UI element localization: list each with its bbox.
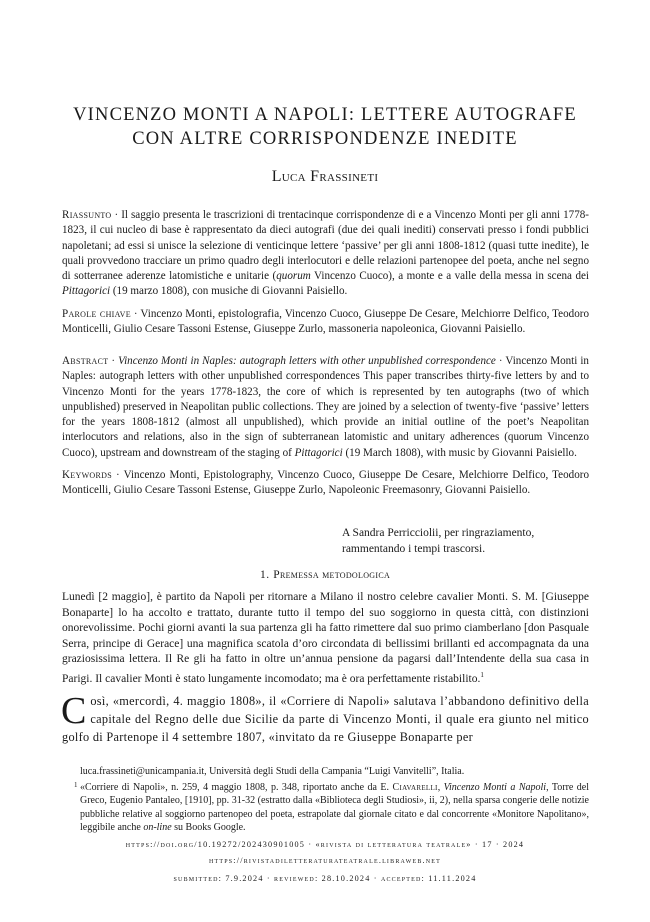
footnote-text-d: su Books Google. [171, 822, 246, 834]
dedication-line-2: rammentando i tempi trascorsi. [342, 542, 486, 555]
title-line-2: CON ALTRE CORRISPONDENZE INEDITE [132, 129, 518, 149]
riassunto-text-3: (19 marzo 1808), con musiche di Giovanni Paisiello. [110, 285, 348, 298]
title-line-1: VINCENZO MONTI A NAPOLI: LETTERE AUTOGRAFE [73, 105, 577, 125]
footnote-online: on-line [143, 822, 172, 834]
parole-chiave-text: · Vincenzo Monti, epistolografia, Vincenzo Cuoco, Giuseppe De Cesare, Melchiorre Delfico, Teodoro Monticelli, Giulio Cesare Tassoni Estense, Giuseppe Zurlo, massoneria napoleonica, Giovanni Paisiello. [62, 308, 589, 336]
abstract-sep: · [108, 355, 119, 367]
footnote-author: Ciavarelli [392, 782, 438, 793]
riassunto-label: Riassunto [62, 209, 112, 221]
keywords-label: Keywords [62, 469, 112, 481]
body-paragraph [61, 690, 589, 746]
dedication-line-1: A Sandra Perricciolii, per ringraziamento, [342, 527, 535, 539]
footer-dates-line: submitted: 7.9.2024 · reviewed: 28.10.2024 · accepted: 11.11.2024 [173, 874, 477, 883]
abstract-italic-title: Vincenzo Monti in Naples: autograph letters with other unpublished correspondence [118, 355, 496, 367]
section-heading [40, 569, 610, 581]
parole-chiave-label: Parole chiave [62, 308, 131, 320]
keywords-text: · Vincenzo Monti, Epistolography, Vincenzo Cuoco, Giuseppe De Cesare, Melchiorre Delfico, Teodoro Monticelli, Giulio Cesare Tassoni Estense, Giuseppe Zurlo, Napoleonic Freemasonry, Giovanni Paisiello. [62, 469, 589, 497]
abstract-pittagorici: Pittagorici [294, 446, 343, 459]
abstract-text: · Vincenzo Monti in Naples: autograph letters with other unpublished correspondences This paper transcribes thirty-five letters by and to Vincenzo Monti for the years 1778-1823, the core of which is represented by ten autographs (two of which unpublished) preserved in Neapolitan public collections. They are joined by a selection of twenty-five ‘passive’ letters for the years 1808-1812 (almost all unpublished), which provide an initial outline of the poet’s Neapolitan interlocutors and relations, also in the sign of subterranean latomistic and unitary adherences (quorum Vincenzo Cuoco), upstream and downstream of the staging of [62, 355, 589, 459]
riassunto-text-2: Vincenzo Cuoco), a monte e a valle della messa in scena dei [310, 270, 589, 283]
footer-doi-line: https://doi.org/10.19272/202430901005 · «rivista di letteratura teatrale» · 17 · 2024 [125, 840, 525, 849]
section-number: 1. [259, 569, 270, 581]
riassunto-pittagorici: Pittagorici [62, 285, 111, 298]
drop-cap: C [61, 690, 87, 732]
footnote-text-b: , [437, 782, 444, 793]
parole-chiave-paragraph [62, 307, 589, 338]
keywords-paragraph [62, 468, 589, 499]
article-title [40, 103, 610, 151]
block-quote [62, 590, 589, 687]
dedication [342, 526, 582, 557]
body-text: osì, «mercordì, 4. maggio 1808», il «Corriere di Napoli» salutava l’abbandono definitivo della capitale del Regno delle due Sicilie da parte di Vincenzo Monti, il quale era giunto nel mitico golfo di Partenope il 4 settembre 1807, «invitato da re Giuseppe Bonaparte per [62, 694, 589, 744]
footnote-number: 1 [74, 781, 78, 789]
author-text: Luca Frassineti [271, 168, 379, 185]
riassunto-quorum: quorum [276, 270, 311, 283]
abstract-label: Abstract [62, 355, 109, 367]
footnote-text-c: , Torre del Greco, Eugenio Pantaleo, [1910], pp. 31-32 (estratto dalla «Biblioteca degli Studiosi», ii, 2), nella sparsa congerie delle notizie pubbliche relative al soggiorno partenopeo del poeta, estrapolate dal giornale citato e dal concorrente «Monitore Napolitano», leggibile anche [80, 782, 590, 834]
author-name [40, 168, 610, 186]
author-affiliation: luca.frassineti@unicampania.it, Università degli Studi della Campania “Luigi Vanvitelli”, Italia. [80, 766, 465, 777]
footer-url-line: https://rivistadiletteraturateatrale.libraweb.net [208, 856, 442, 865]
section-title: Premessa metodologica [273, 569, 391, 581]
quote-text: Lunedì [2 maggio], è partito da Napoli per ritornare a Milano il nostro celebre cavalier Monti. S. M. [Giuseppe Bonaparte] lo ha accolto e trattato, durante tutto il tempo del suo soggiorno in questa città, con distinzioni onorevolissime. Pochi giorni avanti la sua partenza gli ha fatto rimettere dal suo primo ciamberlano [don Pasquale Serra, principe di Gerace] una magnifica scatola d’oro circondata di bellissimi brillanti ed accompagnata da una graziosissima lettera. Il Re gli ha fatto in oltre un’annua pensione da pagarsi dall’Intendente della sua casa in Parigi. Il cavalier Monti è stato lungamente incomodato; ma è ora perfettamente ristabilito. [62, 591, 589, 685]
riassunto-text: · Il saggio presenta le trascrizioni di trentacinque corrispondenze di e a Vincenzo Monti per gli anni 1778-1823, il cui nucleo di base è rappresentato da dieci autografi (due dei quali inediti) conservati presso i fondi pubblici napoletani; ad essi si unisce la selezione di venticinque lettere ‘passive’ per gli anni 1808-1812 (quasi tutte inedite), le quali provvedono tracciare un primo quadro degli interlocutori e delle relazioni partenopee del poeta, anche nel segno di sotterranee aderenze latomistiche e unitarie ( [62, 209, 589, 283]
riassunto-paragraph [62, 208, 589, 300]
footnote-title: Vincenzo Monti a Napoli [443, 782, 547, 793]
quote-note-ref: 1 [480, 670, 484, 679]
abstract-text-2: (19 March 1808), with music by Giovanni Paisiello. [342, 446, 577, 459]
abstract-paragraph [62, 354, 589, 461]
footnote-text-a: «Corriere di Napoli», n. 259, 4 maggio 1808, p. 348, riportato anche da E. [80, 782, 393, 793]
footnote-1 [74, 781, 590, 835]
